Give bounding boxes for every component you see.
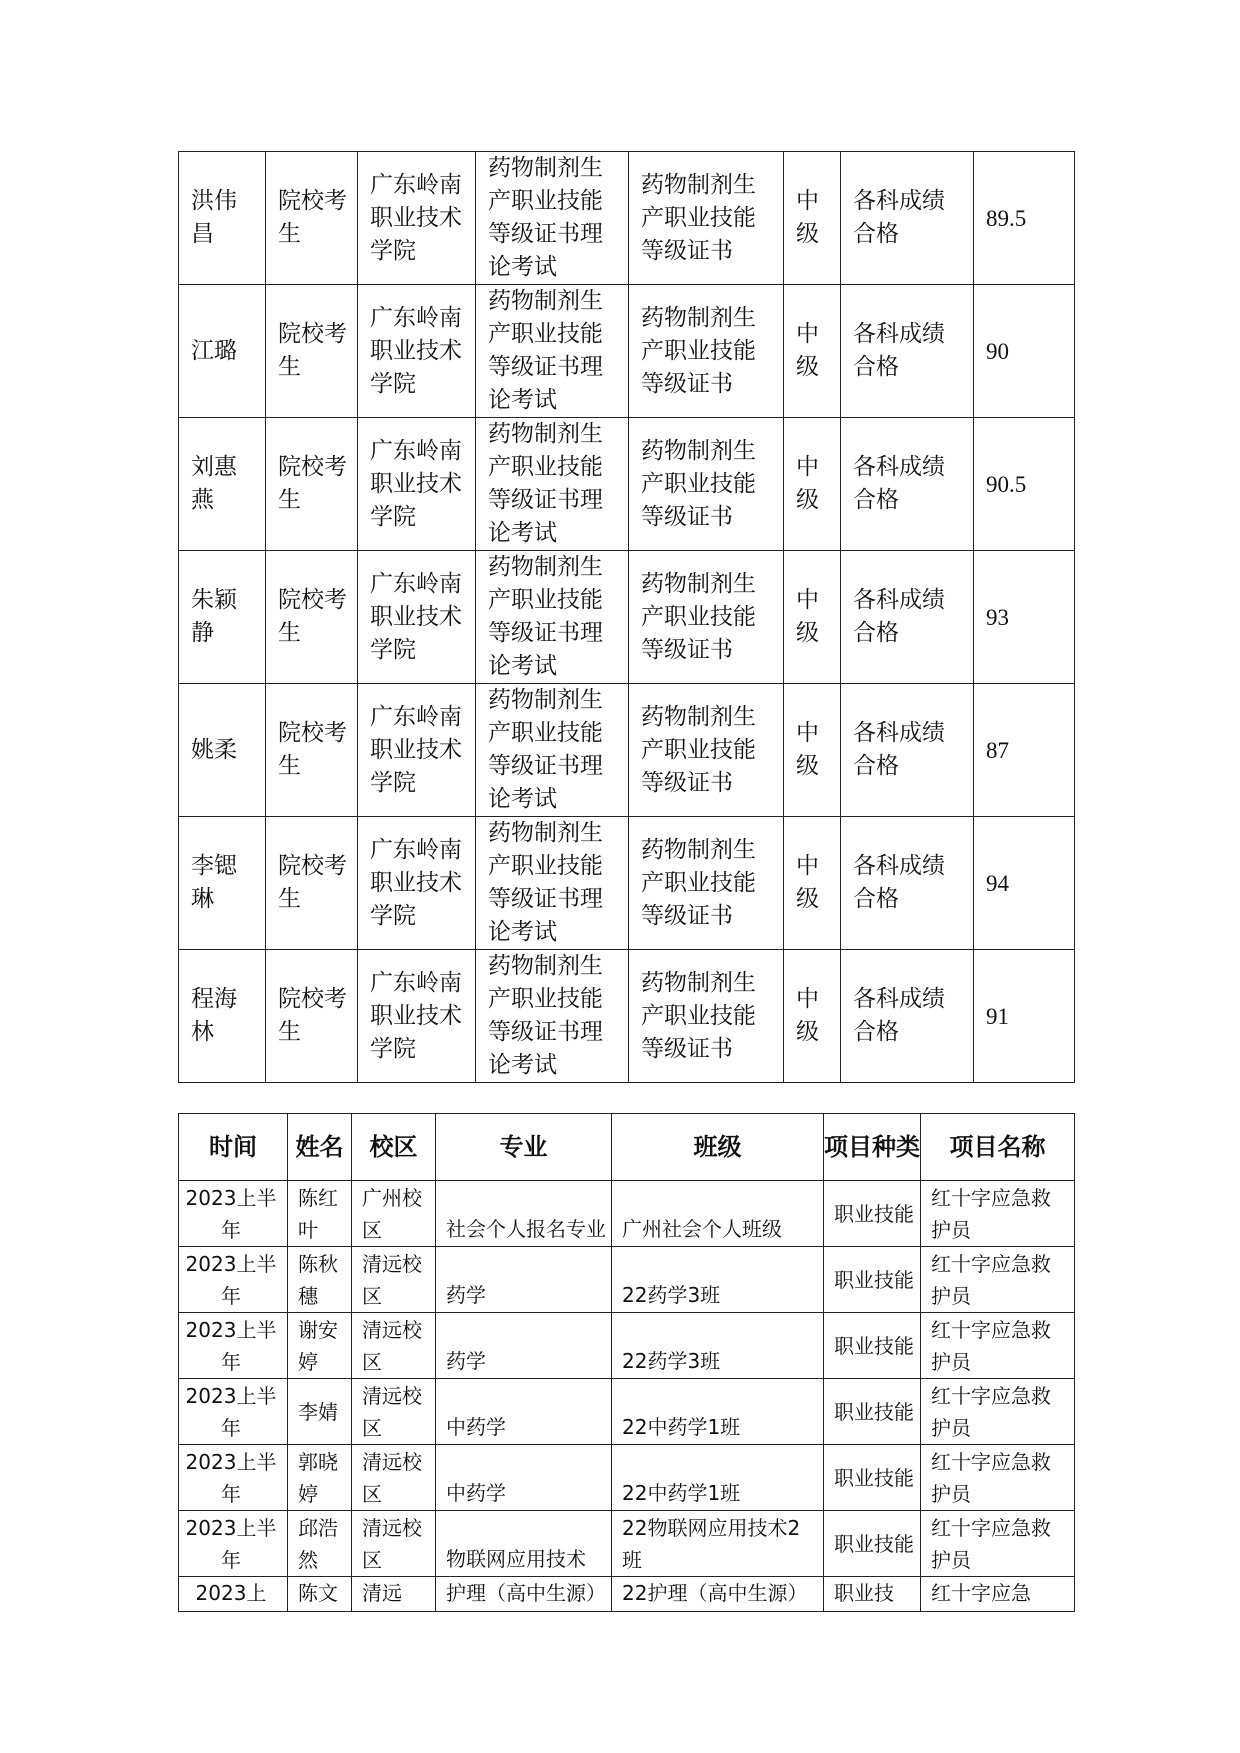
cell-time bbox=[179, 1511, 288, 1577]
cell-type bbox=[266, 285, 358, 418]
type-text: 院校考生 bbox=[278, 321, 347, 380]
major-text: 社会个人报名专业 bbox=[446, 1217, 606, 1241]
score-text: 89.5 bbox=[986, 205, 1027, 231]
table-row bbox=[179, 1379, 1075, 1445]
category-text: 职业技能 bbox=[834, 1465, 914, 1490]
cert-text: 药物制剂生产职业技能等级证书 bbox=[641, 304, 756, 397]
level-text: 中级 bbox=[796, 720, 819, 779]
cell-type bbox=[266, 551, 358, 684]
cell-class bbox=[612, 1577, 824, 1612]
cell-project bbox=[921, 1181, 1075, 1247]
name-text: 陈秋穗 bbox=[298, 1251, 338, 1308]
class-text: 22药学3班 bbox=[622, 1349, 721, 1373]
cell-name bbox=[288, 1247, 352, 1313]
name-text: 陈红叶 bbox=[298, 1185, 338, 1242]
header-project: 项目名称 bbox=[921, 1114, 1075, 1181]
level-text: 中级 bbox=[796, 188, 819, 247]
cell-school bbox=[358, 152, 476, 285]
class-text: 22药学3班 bbox=[622, 1283, 721, 1307]
type-text: 院校考生 bbox=[278, 853, 347, 912]
certificate-results-table bbox=[178, 151, 1075, 1083]
class-text: 22中药学1班 bbox=[622, 1481, 741, 1505]
cell-result bbox=[841, 817, 974, 950]
cell-school bbox=[358, 817, 476, 950]
level-text: 中级 bbox=[796, 587, 819, 646]
exam-text: 药物制剂生产职业技能等级证书理论考试 bbox=[488, 421, 603, 546]
school-text: 广东岭南职业技术学院 bbox=[370, 570, 462, 663]
cell-type bbox=[266, 418, 358, 551]
cell-name bbox=[179, 418, 266, 551]
cell-school bbox=[358, 285, 476, 418]
score-text: 90 bbox=[986, 338, 1009, 364]
cell-name bbox=[179, 817, 266, 950]
cell-major bbox=[436, 1577, 612, 1612]
time-text: 2023上 bbox=[195, 1581, 267, 1605]
cell-score bbox=[974, 285, 1075, 418]
school-text: 广东岭南职业技术学院 bbox=[370, 171, 462, 264]
training-roster-table bbox=[178, 1113, 1075, 1612]
table-row bbox=[179, 285, 1075, 418]
project-text: 红十字应急救护员 bbox=[931, 1515, 1051, 1572]
header-name: 姓名 bbox=[288, 1114, 352, 1181]
cell-project bbox=[921, 1247, 1075, 1313]
name-text: 李锶琳 bbox=[191, 853, 237, 912]
project-text: 红十字应急救护员 bbox=[931, 1383, 1051, 1440]
cell-result bbox=[841, 684, 974, 817]
campus-text: 清远校区 bbox=[362, 1317, 422, 1374]
cell-project bbox=[921, 1313, 1075, 1379]
category-text: 职业技能 bbox=[834, 1201, 914, 1226]
cell-cert bbox=[629, 817, 784, 950]
table-row bbox=[179, 1445, 1075, 1511]
cell-project bbox=[921, 1379, 1075, 1445]
major-text: 物联网应用技术 bbox=[446, 1547, 586, 1571]
category-text: 职业技能 bbox=[834, 1399, 914, 1424]
exam-text: 药物制剂生产职业技能等级证书理论考试 bbox=[488, 155, 603, 280]
result-text: 各科成绩合格 bbox=[853, 853, 945, 912]
type-text: 院校考生 bbox=[278, 454, 347, 513]
cell-type bbox=[266, 950, 358, 1083]
time-text: 2023上半年 bbox=[185, 1383, 277, 1440]
cell-cert bbox=[629, 950, 784, 1083]
exam-text: 药物制剂生产职业技能等级证书理论考试 bbox=[488, 820, 603, 945]
time-text: 2023上半年 bbox=[185, 1515, 277, 1572]
table-row bbox=[179, 1577, 1075, 1612]
campus-text: 清远校区 bbox=[362, 1251, 422, 1308]
header-class: 班级 bbox=[612, 1114, 824, 1181]
category-text: 职业技能 bbox=[834, 1531, 914, 1556]
cell-name bbox=[288, 1313, 352, 1379]
level-text: 中级 bbox=[796, 454, 819, 513]
header-category: 项目种类 bbox=[824, 1114, 921, 1181]
type-text: 院校考生 bbox=[278, 986, 347, 1045]
type-text: 院校考生 bbox=[278, 720, 347, 779]
cell-class bbox=[612, 1247, 824, 1313]
table-row bbox=[179, 817, 1075, 950]
table-row bbox=[179, 1511, 1075, 1577]
time-text: 2023上半年 bbox=[185, 1251, 277, 1308]
major-text: 药学 bbox=[446, 1283, 486, 1307]
name-text: 朱颖静 bbox=[191, 587, 237, 646]
school-text: 广东岭南职业技术学院 bbox=[370, 969, 462, 1062]
cell-result bbox=[841, 152, 974, 285]
name-text: 刘惠燕 bbox=[191, 454, 237, 513]
cell-time bbox=[179, 1577, 288, 1612]
score-text: 87 bbox=[986, 737, 1009, 763]
cell-major bbox=[436, 1247, 612, 1313]
category-text: 职业技 bbox=[834, 1581, 894, 1605]
cell-project bbox=[921, 1577, 1075, 1612]
name-text: 谢安婷 bbox=[298, 1317, 338, 1374]
category-text: 职业技能 bbox=[834, 1267, 914, 1292]
cell-class bbox=[612, 1511, 824, 1577]
cell-level bbox=[784, 418, 841, 551]
table-row bbox=[179, 1181, 1075, 1247]
cell-category bbox=[824, 1445, 921, 1511]
cell-name bbox=[288, 1577, 352, 1612]
cell-campus bbox=[352, 1577, 436, 1612]
cell-campus bbox=[352, 1313, 436, 1379]
table-row bbox=[179, 152, 1075, 285]
table-row bbox=[179, 950, 1075, 1083]
cell-major bbox=[436, 1379, 612, 1445]
cell-cert bbox=[629, 152, 784, 285]
table-row bbox=[179, 1247, 1075, 1313]
name-text: 李婧 bbox=[298, 1399, 338, 1424]
cell-score bbox=[974, 817, 1075, 950]
major-text: 中药学 bbox=[446, 1481, 506, 1505]
cell-type bbox=[266, 152, 358, 285]
cell-result bbox=[841, 551, 974, 684]
cell-campus bbox=[352, 1247, 436, 1313]
cell-name bbox=[288, 1511, 352, 1577]
cert-text: 药物制剂生产职业技能等级证书 bbox=[641, 171, 756, 264]
cell-school bbox=[358, 950, 476, 1083]
cell-time bbox=[179, 1247, 288, 1313]
cell-exam bbox=[476, 418, 629, 551]
result-text: 各科成绩合格 bbox=[853, 188, 945, 247]
cell-name bbox=[288, 1379, 352, 1445]
campus-text: 清远校区 bbox=[362, 1515, 422, 1572]
cell-exam bbox=[476, 817, 629, 950]
result-text: 各科成绩合格 bbox=[853, 321, 945, 380]
cell-cert bbox=[629, 684, 784, 817]
score-text: 93 bbox=[986, 604, 1009, 630]
cell-major bbox=[436, 1511, 612, 1577]
cell-exam bbox=[476, 684, 629, 817]
score-text: 91 bbox=[986, 1003, 1009, 1029]
header-campus: 校区 bbox=[352, 1114, 436, 1181]
cell-school bbox=[358, 684, 476, 817]
name-text: 程海林 bbox=[191, 986, 237, 1045]
cell-project bbox=[921, 1511, 1075, 1577]
cell-score bbox=[974, 418, 1075, 551]
cell-class bbox=[612, 1379, 824, 1445]
campus-text: 清远校区 bbox=[362, 1383, 422, 1440]
exam-text: 药物制剂生产职业技能等级证书理论考试 bbox=[488, 687, 603, 812]
cell-level bbox=[784, 551, 841, 684]
cell-score bbox=[974, 950, 1075, 1083]
table-row bbox=[179, 684, 1075, 817]
cell-exam bbox=[476, 152, 629, 285]
exam-text: 药物制剂生产职业技能等级证书理论考试 bbox=[488, 953, 603, 1078]
name-text: 江璐 bbox=[191, 337, 237, 364]
campus-text: 清远校区 bbox=[362, 1449, 422, 1506]
name-text: 姚柔 bbox=[191, 736, 237, 763]
school-text: 广东岭南职业技术学院 bbox=[370, 836, 462, 929]
cell-level bbox=[784, 950, 841, 1083]
cell-exam bbox=[476, 950, 629, 1083]
project-text: 红十字应急救护员 bbox=[931, 1185, 1051, 1242]
name-text: 洪伟昌 bbox=[191, 188, 237, 247]
cell-category bbox=[824, 1181, 921, 1247]
result-text: 各科成绩合格 bbox=[853, 986, 945, 1045]
cell-result bbox=[841, 418, 974, 551]
table-row bbox=[179, 1313, 1075, 1379]
cell-time bbox=[179, 1313, 288, 1379]
project-text: 红十字应急救护员 bbox=[931, 1449, 1051, 1506]
cell-campus bbox=[352, 1445, 436, 1511]
header-time: 时间 bbox=[179, 1114, 288, 1181]
table-row bbox=[179, 418, 1075, 551]
cell-campus bbox=[352, 1379, 436, 1445]
cell-campus bbox=[352, 1181, 436, 1247]
cell-project bbox=[921, 1445, 1075, 1511]
class-text: 22中药学1班 bbox=[622, 1415, 741, 1439]
cell-name bbox=[179, 285, 266, 418]
result-text: 各科成绩合格 bbox=[853, 454, 945, 513]
level-text: 中级 bbox=[796, 986, 819, 1045]
cell-result bbox=[841, 950, 974, 1083]
cell-category bbox=[824, 1577, 921, 1612]
cell-cert bbox=[629, 285, 784, 418]
cell-category bbox=[824, 1511, 921, 1577]
cell-campus bbox=[352, 1511, 436, 1577]
class-text: 广州社会个人班级 bbox=[622, 1217, 782, 1241]
table-header-row bbox=[179, 1114, 1075, 1181]
score-text: 90.5 bbox=[986, 471, 1027, 497]
result-text: 各科成绩合格 bbox=[853, 720, 945, 779]
result-text: 各科成绩合格 bbox=[853, 587, 945, 646]
header-major: 专业 bbox=[436, 1114, 612, 1181]
class-text: 22护理（高中生源） bbox=[622, 1581, 808, 1605]
time-text: 2023上半年 bbox=[185, 1449, 277, 1506]
major-text: 药学 bbox=[446, 1349, 486, 1373]
cell-level bbox=[784, 684, 841, 817]
cell-level bbox=[784, 152, 841, 285]
school-text: 广东岭南职业技术学院 bbox=[370, 304, 462, 397]
cell-type bbox=[266, 684, 358, 817]
school-text: 广东岭南职业技术学院 bbox=[370, 703, 462, 796]
cell-name bbox=[179, 551, 266, 684]
campus-text: 清远 bbox=[362, 1581, 402, 1605]
cert-text: 药物制剂生产职业技能等级证书 bbox=[641, 703, 756, 796]
class-text: 22物联网应用技术2班 bbox=[622, 1515, 801, 1572]
project-text: 红十字应急救护员 bbox=[931, 1251, 1051, 1308]
exam-text: 药物制剂生产职业技能等级证书理论考试 bbox=[488, 554, 603, 679]
cell-major bbox=[436, 1313, 612, 1379]
cell-class bbox=[612, 1313, 824, 1379]
cell-major bbox=[436, 1445, 612, 1511]
table-row bbox=[179, 551, 1075, 684]
cell-major bbox=[436, 1181, 612, 1247]
name-text: 邱浩然 bbox=[298, 1515, 338, 1572]
cell-time bbox=[179, 1181, 288, 1247]
cell-exam bbox=[476, 285, 629, 418]
type-text: 院校考生 bbox=[278, 587, 347, 646]
cell-cert bbox=[629, 551, 784, 684]
cell-level bbox=[784, 285, 841, 418]
type-text: 院校考生 bbox=[278, 188, 347, 247]
cell-type bbox=[266, 817, 358, 950]
cell-cert bbox=[629, 418, 784, 551]
cell-class bbox=[612, 1445, 824, 1511]
time-text: 2023上半年 bbox=[185, 1317, 277, 1374]
name-text: 陈文 bbox=[298, 1581, 338, 1605]
level-text: 中级 bbox=[796, 321, 819, 380]
cell-school bbox=[358, 418, 476, 551]
cell-name bbox=[179, 950, 266, 1083]
cell-time bbox=[179, 1379, 288, 1445]
project-text: 红十字应急救护员 bbox=[931, 1317, 1051, 1374]
cert-text: 药物制剂生产职业技能等级证书 bbox=[641, 570, 756, 663]
cell-name bbox=[179, 684, 266, 817]
cert-text: 药物制剂生产职业技能等级证书 bbox=[641, 836, 756, 929]
category-text: 职业技能 bbox=[834, 1333, 914, 1358]
cell-category bbox=[824, 1313, 921, 1379]
cell-exam bbox=[476, 551, 629, 684]
cell-name bbox=[288, 1181, 352, 1247]
cert-text: 药物制剂生产职业技能等级证书 bbox=[641, 969, 756, 1062]
cell-name bbox=[179, 152, 266, 285]
project-text: 红十字应急 bbox=[931, 1581, 1031, 1605]
campus-text: 广州校区 bbox=[362, 1185, 422, 1242]
time-text: 2023上半年 bbox=[185, 1185, 277, 1242]
cell-score bbox=[974, 684, 1075, 817]
level-text: 中级 bbox=[796, 853, 819, 912]
cell-time bbox=[179, 1445, 288, 1511]
major-text: 中药学 bbox=[446, 1415, 506, 1439]
cert-text: 药物制剂生产职业技能等级证书 bbox=[641, 437, 756, 530]
name-text: 郭晓婷 bbox=[298, 1449, 338, 1506]
cell-category bbox=[824, 1247, 921, 1313]
cell-category bbox=[824, 1379, 921, 1445]
cell-name bbox=[288, 1445, 352, 1511]
cell-level bbox=[784, 817, 841, 950]
major-text: 护理（高中生源） bbox=[446, 1581, 606, 1605]
cell-score bbox=[974, 152, 1075, 285]
school-text: 广东岭南职业技术学院 bbox=[370, 437, 462, 530]
cell-class bbox=[612, 1181, 824, 1247]
exam-text: 药物制剂生产职业技能等级证书理论考试 bbox=[488, 288, 603, 413]
score-text: 94 bbox=[986, 870, 1009, 896]
cell-score bbox=[974, 551, 1075, 684]
cell-school bbox=[358, 551, 476, 684]
cell-result bbox=[841, 285, 974, 418]
